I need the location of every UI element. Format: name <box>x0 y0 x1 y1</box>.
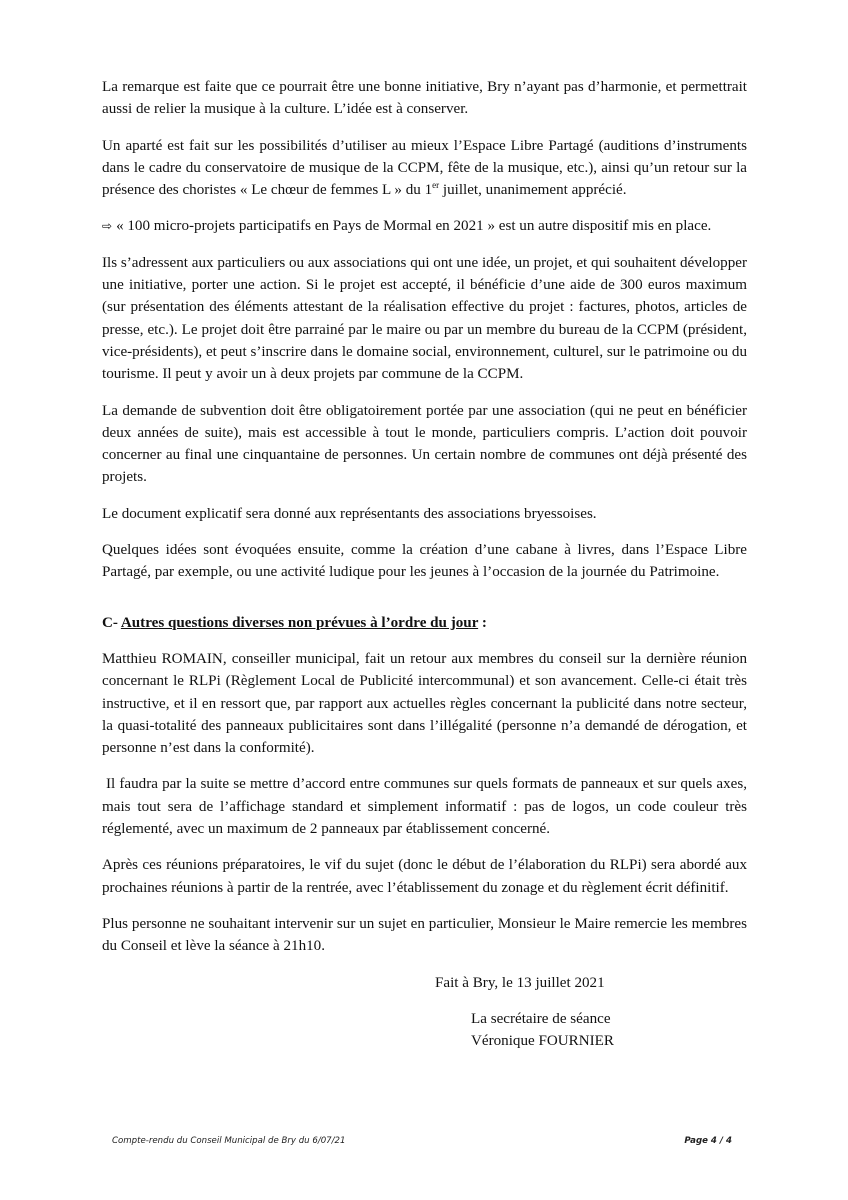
paragraph-document-explicatif: Le document explicatif sera donné aux représentants des associations bryessoises. <box>102 505 597 522</box>
arrow-right-icon: ⇨ <box>102 219 113 234</box>
paragraph-espace-libre-end: juillet, unanimement apprécié. <box>439 182 627 199</box>
footer-title: Compte-rendu du Conseil Municipal de Bry du 6/07/21 <box>112 1136 346 1146</box>
paragraph-reunions: Après ces réunions préparatoires, le vif du sujet (donc le début de l’élaboration du RLPi) sera abordé aux prochaines réunions à partir de la rentrée, avec l’établissement du zonage et du règlement écrit définitif. <box>102 857 747 896</box>
paragraph-espace-libre <box>102 135 747 202</box>
paragraph-formats: Il faudra par la suite se mettre d’accord entre communes sur quels formats de panneaux et sur quels axes, mais tout sera de l’affichage standard et simplement informatif : pas de logos, un code couleur très réglementé, avec un maximum de 2 panneaux par établissement concerné. <box>102 776 747 838</box>
paragraph-micro-projets-text: « 100 micro-projets participatifs en Pays de Mormal en 2021 » est un autre dispositif mis en place. <box>116 218 712 235</box>
document-body <box>102 76 747 1052</box>
page-footer <box>112 1136 732 1146</box>
paragraph-idees: Quelques idées sont évoquées ensuite, comme la création d’une cabane à livres, dans l’Espace Libre Partagé, par exemple, ou une activité ludique pour les jeunes à l’occasion de la journée du Patrimoine. <box>102 542 747 581</box>
paragraph-subvention: La demande de subvention doit être obligatoirement portée par une association (qui ne peut en bénéficier deux années de suite), mais est accessible à tout le monde, particuliers compris. L’action doit pouvoir concerner au final une cinquantaine de personnes. Un certain nombre de communes ont déjà présenté des projets. <box>102 402 747 486</box>
paragraph-espace-libre-text: Un aparté est fait sur les possibilités d’utiliser au mieux l’Espace Libre Partagé (auditions d’instruments dans le cadre du conservatoire de musique de la CCPM, fête de la musique, etc.), ainsi qu’un retour sur la présence des choristes « Le chœur de femmes L » du 1 <box>102 137 747 199</box>
paragraph-particuliers: Ils s’adressent aux particuliers ou aux associations qui ont une idée, un projet, et qui souhaitent développer une initiative, porter une action. Si le projet est accepté, il bénéficie d’une aide de 300 euros maximum (sur présentation des éléments attestant de la réalisation effective du projet : factures, photos, articles de presse, etc.). Le projet doit être parrainé par le maire ou par un membre du bureau de la CCPM (président, vice-présidents), et peut s’inscrire dans le domaine social, environnement, culturel, sur le patrimoine ou du tourisme. Il peut y avoir un à deux projets par commune de la CCPM. <box>102 254 747 383</box>
section-heading-c <box>102 612 747 634</box>
signature-date: Fait à Bry, le 13 juillet 2021 <box>435 974 605 991</box>
signature-role: La secrétaire de séance <box>471 1010 611 1027</box>
signature-block <box>435 972 747 1053</box>
section-suffix: : <box>478 614 487 631</box>
signature-name: Véronique FOURNIER <box>471 1033 614 1050</box>
paragraph-rlpi: Matthieu ROMAIN, conseiller municipal, fait un retour aux membres du conseil sur la dernière réunion concernant le RLPi (Règlement Local de Publicité intercommunal) et son avancement. Celle-ci était très instructive, et il en ressort que, par rapport aux actuelles règles concernant la publicité dans notre secteur, la quasi-totalité des panneaux publicitaires sont dans l’illégalité (personne n’a demandé de dérogation, et personne n’est dans la conformité). <box>102 650 747 757</box>
section-title: Autres questions diverses non prévues à l’ordre du jour <box>120 614 479 631</box>
paragraph-cloture: Plus personne ne souhaitant intervenir sur un sujet en particulier, Monsieur le Maire remercie les membres du Conseil et lève la séance à 21h10. <box>102 915 747 955</box>
paragraph-harmonie: La remarque est faite que ce pourrait être une bonne initiative, Bry n’ayant pas d’harmonie, et permettrait aussi de relier la musique à la culture. L’idée est à conserver. <box>102 79 747 118</box>
ordinal-superscript: er <box>432 180 440 191</box>
section-label: C- <box>102 614 121 631</box>
paragraph-micro-projets <box>102 215 747 237</box>
page-number: Page 4 / 4 <box>684 1136 732 1146</box>
